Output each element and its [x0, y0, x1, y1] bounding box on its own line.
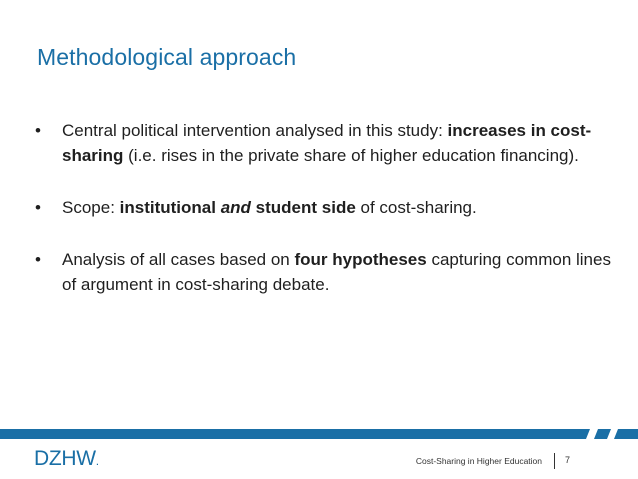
bullet-text-part: capturing common lines of argument in cost-sharing debate. — [62, 250, 611, 294]
page-number: 7 — [565, 455, 571, 465]
bullet-text-part: Scope: — [62, 198, 120, 217]
footer-accent-bar — [0, 428, 638, 440]
bullet-text-part: four hypotheses — [294, 250, 427, 269]
bullet-text-part: institutional — [119, 198, 221, 217]
bullet-text-part: increases in cost-sharing — [62, 121, 592, 165]
footer-divider — [554, 453, 555, 469]
bullet-item — [35, 247, 615, 297]
bullet-list — [35, 118, 615, 297]
logo-text: DZHW — [34, 447, 96, 470]
bullet-text — [62, 250, 611, 294]
bullet-text-part: (i.e. rises in the private share of higher education financing). — [123, 146, 579, 165]
dzhw-logo — [34, 446, 99, 472]
bullet-text — [62, 198, 477, 217]
slide-title: Methodological approach — [37, 44, 297, 70]
bullet-text-part: student side — [250, 198, 356, 217]
logo-dot: . — [95, 454, 100, 468]
bullet-text-part: of cost-sharing. — [355, 198, 477, 217]
bullet-dot-icon: • — [35, 121, 41, 140]
bullet-dot-icon: • — [35, 198, 41, 217]
presentation-title: Cost-Sharing in Higher Education — [415, 456, 542, 466]
bullet-text-part: and — [220, 198, 251, 217]
bullet-dot-icon: • — [35, 250, 41, 269]
bullet-item — [35, 118, 615, 168]
bullet-text-part: Central political intervention analysed in this study: — [62, 121, 448, 140]
bullet-text-part: Analysis of all cases based on — [62, 250, 295, 269]
bullet-text — [62, 121, 591, 165]
bullet-item — [35, 195, 615, 220]
